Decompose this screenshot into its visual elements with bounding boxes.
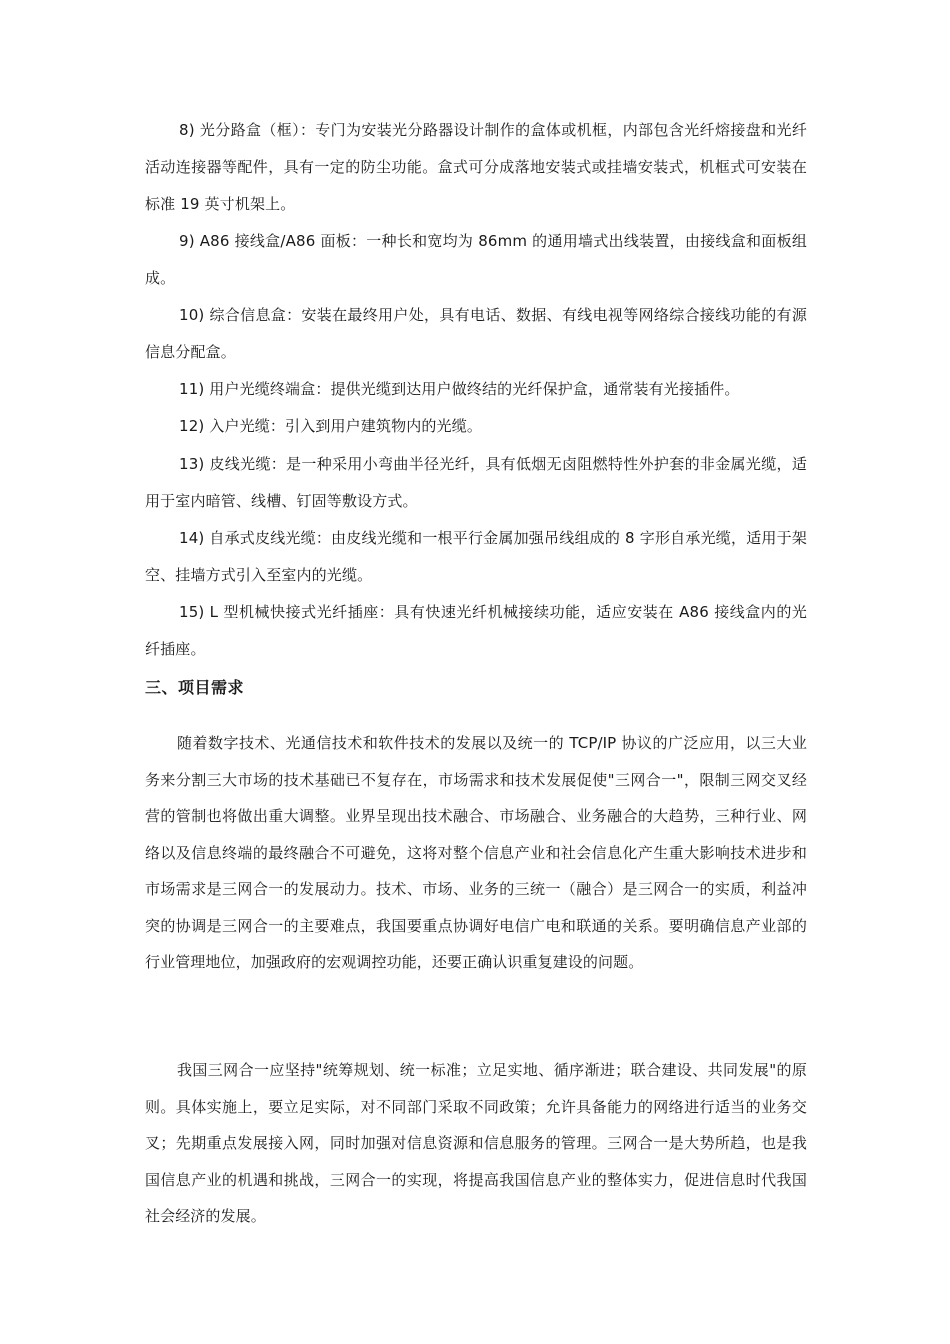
section-paragraph-2: 我国三网合一应坚持"统筹规划、统一标准；立足实地、循序渐进；联合建设、共同发展"的原则。具体实施上，要立足实际，对不同部门采取不同政策；允许具备能力的网络进行适当的业务交叉；先期重点发展接入网，同时加强对信息资源和信息服务的管理。三网合一是大势所趋，也是我国信息产业的机遇和挑战，三网合一的实现，将提高我国信息产业的整体实力，促进信息时代我国社会经济的发展。 xyxy=(145,1061,807,1225)
definition-14: 14) 自承式皮线光缆：由皮线光缆和一根平行金属加强吊线组成的 8 字形自承光缆，适用于架空、挂墙方式引入至室内的光缆。 xyxy=(145,529,807,584)
section-heading: 三、项目需求 xyxy=(145,678,245,697)
definition-15: 15) L 型机械快接式光纤插座：具有快速光纤机械接续功能，适应安装在 A86 接线盒内的光纤插座。 xyxy=(145,603,807,658)
definition-8: 8) 光分路盒（框）：专门为安装光分路器设计制作的盒体或机框，内部包含光纤熔接盘和光纤活动连接器等配件，具有一定的防尘功能。盒式可分成落地安装式或挂墙安装式，机框式可安装在标准 19 英寸机架上。 xyxy=(145,121,807,213)
definition-9: 9) A86 接线盒/A86 面板：一种长和宽均为 86mm 的通用墙式出线装置，由接线盒和面板组成。 xyxy=(145,232,807,287)
definition-11: 11) 用户光缆终端盒：提供光缆到达用户做终结的光纤保护盒，通常装有光接插件。 xyxy=(179,380,740,398)
definition-10: 10) 综合信息盒：安装在最终用户处，具有电话、数据、有线电视等网络综合接线功能的有源信息分配盒。 xyxy=(145,306,807,361)
definition-12: 12) 入户光缆：引入到用户建筑物内的光缆。 xyxy=(179,417,483,435)
section-paragraph-1: 随着数字技术、光通信技术和软件技术的发展以及统一的 TCP/IP 协议的广泛应用，以三大业务来分割三大市场的技术基础已不复存在，市场需求和技术发展促使"三网合一"，限制三网交叉经营的管制也将做出重大调整。业界呈现出技术融合、市场融合、业务融合的大趋势，三种行业、网络以及信息终端的最终融合不可避免，这将对整个信息产业和社会信息化产生重大影响技术进步和市场需求是三网合一的发展动力。技术、市场、业务的三统一（融合）是三网合一的实质，利益冲突的协调是三网合一的主要难点，我国要重点协调好电信广电和联通的关系。要明确信息产业部的行业管理地位，加强政府的宏观调控功能，还要正确认识重复建设的问题。 xyxy=(145,734,807,971)
definition-13: 13) 皮线光缆：是一种采用小弯曲半径光纤，具有低烟无卤阻燃特性外护套的非金属光缆，适用于室内暗管、线槽、钉固等敷设方式。 xyxy=(145,455,807,510)
